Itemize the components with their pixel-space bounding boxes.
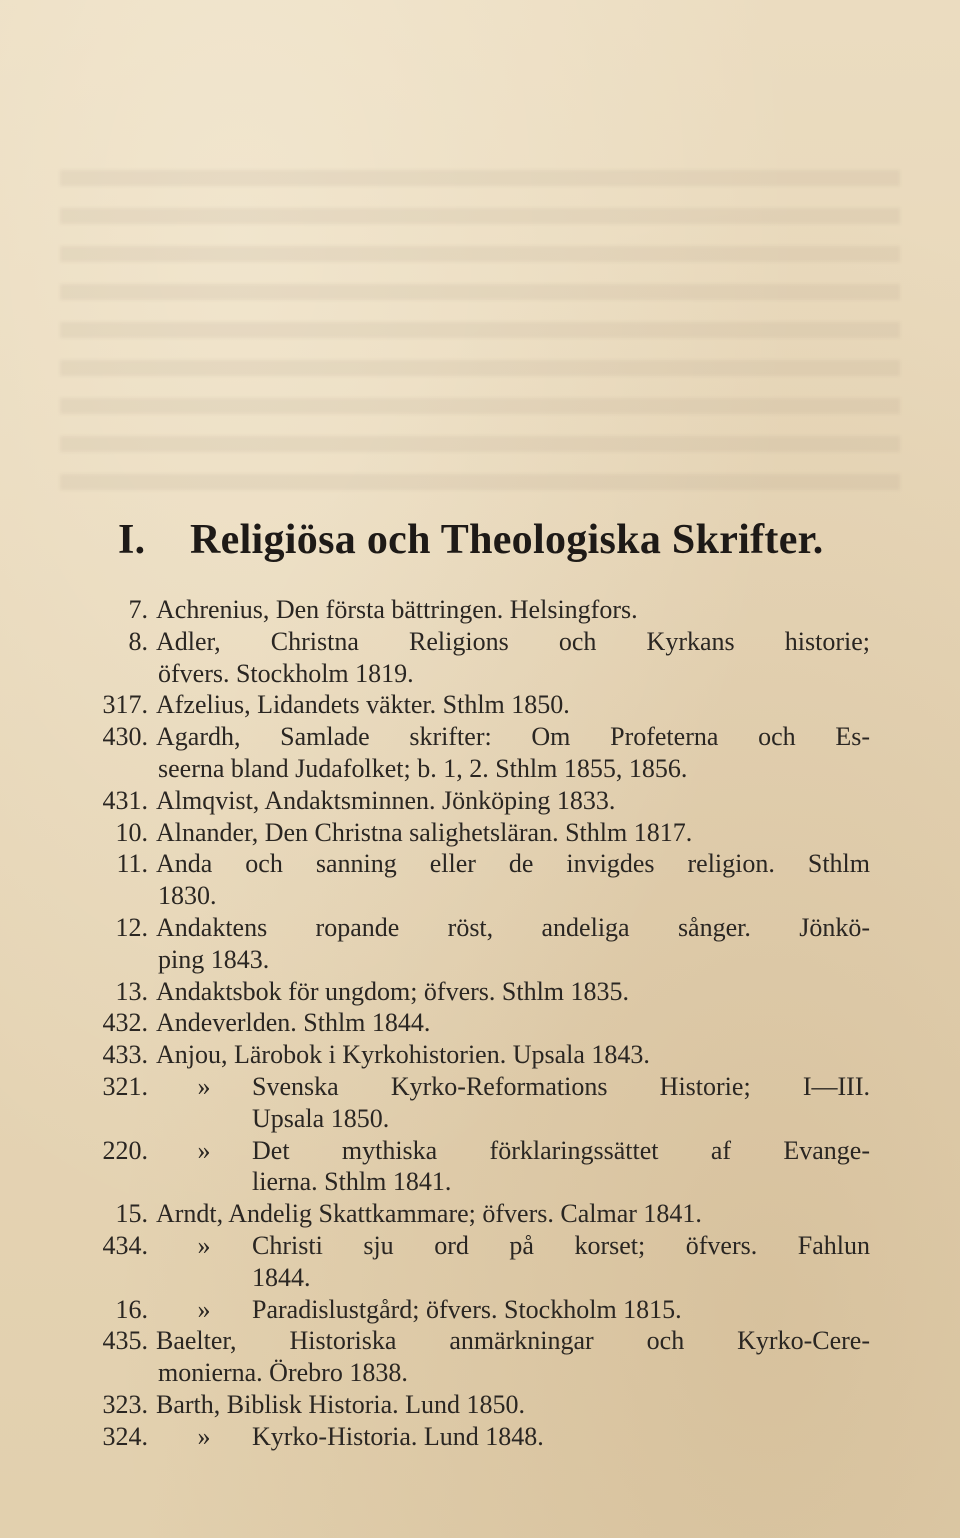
bibliography-entry — [70, 1071, 870, 1135]
entry-number: 430. — [102, 722, 148, 752]
entry-line: öfvers. Stockholm 1819. — [158, 658, 414, 688]
entry-number: 323. — [102, 1389, 148, 1419]
entry-number: 435. — [102, 1326, 148, 1356]
entry-number: 12. — [115, 912, 148, 942]
bibliography-entry — [70, 1135, 870, 1199]
bibliography-entry — [70, 976, 870, 1008]
entry-line: Adler, Christna Religions och Kyrkans historie; — [156, 626, 870, 656]
entry-text — [156, 1007, 870, 1039]
entry-line: 1844. — [252, 1262, 311, 1292]
entry-line — [156, 1135, 870, 1167]
entry-line: Arndt, Andelig Skattkammare; öfvers. Calmar 1841. — [156, 1199, 702, 1229]
entry-line: Achrenius, Den första bättringen. Helsingfors. — [156, 595, 638, 624]
ditto-mark: » — [197, 1071, 211, 1101]
section-title: Religiösa och Theologiska Skrifter. — [190, 517, 824, 563]
entry-text — [156, 1230, 870, 1294]
entry-number: 220. — [102, 1135, 148, 1165]
entry-line: Andaktsbok för ungdom; öfvers. Sthlm 1835. — [156, 976, 630, 1006]
entry-number: 16. — [115, 1294, 148, 1324]
bibliography-entry — [70, 1294, 870, 1326]
entry-line: monierna. Örebro 1838. — [158, 1358, 408, 1388]
bibliography-entry — [70, 785, 870, 817]
entry-line-text: Kyrko-Historia. Lund 1848. — [252, 1421, 544, 1451]
entry-line: Baelter, Historiska anmärkningar och Kyrko-Cere- — [156, 1326, 870, 1356]
entry-line — [156, 1421, 870, 1453]
bibliography-entry — [70, 1039, 870, 1071]
bibliography-entry — [70, 721, 870, 785]
bibliography-entry — [70, 1389, 870, 1421]
bibliography-entry — [70, 817, 870, 849]
entry-number: 15. — [115, 1199, 148, 1229]
bibliography-list — [70, 594, 870, 1453]
bibliography-entry — [70, 1230, 870, 1294]
entry-line: 1830. — [158, 881, 217, 911]
entry-line-text: Svenska Kyrko-Reformations Historie; I—III. — [252, 1071, 870, 1101]
entry-text — [156, 1389, 870, 1421]
entry-text — [156, 785, 870, 817]
bibliography-entry — [70, 1421, 870, 1453]
entry-line: Anda och sanning eller de invigdes religion. Sthlm — [156, 849, 870, 879]
ditto-mark: » — [197, 1230, 211, 1260]
entry-number: 324. — [102, 1421, 148, 1451]
entry-text — [156, 817, 870, 849]
entry-line: seerna bland Judafolket; b. 1, 2. Sthlm 1855, 1856. — [158, 753, 688, 783]
entry-text — [156, 1039, 870, 1071]
bibliography-entry — [70, 912, 870, 976]
section-heading — [118, 516, 878, 564]
ditto-mark: » — [197, 1421, 211, 1451]
entry-number: 7. — [128, 595, 148, 624]
bibliography-entry — [70, 689, 870, 721]
bibliography-entry — [70, 1007, 870, 1039]
entry-number: 433. — [102, 1040, 148, 1070]
entry-line — [156, 1294, 870, 1326]
entry-line: Anjou, Lärobok i Kyrkohistorien. Upsala 1843. — [156, 1040, 650, 1070]
entry-line-text: Det mythiska förklaringssättet af Evange- — [252, 1135, 870, 1165]
entry-number: 321. — [102, 1071, 148, 1101]
entry-text — [156, 626, 870, 690]
entry-line: Andeverlden. Sthlm 1844. — [156, 1008, 431, 1038]
bibliography-entry — [70, 1325, 870, 1389]
bibliography-entry — [70, 848, 870, 912]
entry-line: lierna. Sthlm 1841. — [252, 1167, 452, 1197]
entry-line — [156, 1230, 870, 1262]
entry-number: 8. — [128, 626, 148, 656]
entry-text — [156, 1071, 870, 1135]
entry-line-text: Christi sju ord på korset; öfvers. Fahlun — [252, 1230, 870, 1260]
ditto-mark: » — [197, 1135, 211, 1165]
bibliography-entry — [70, 1198, 870, 1230]
entry-text — [156, 912, 870, 976]
entry-line: Agardh, Samlade skrifter: Om Profeterna och Es- — [156, 722, 870, 752]
entry-text — [156, 1198, 870, 1230]
entry-line: Afzelius, Lidandets väkter. Sthlm 1850. — [156, 690, 570, 720]
entry-text — [156, 689, 870, 721]
entry-line: Alnander, Den Christna salighetsläran. Sthlm 1817. — [156, 817, 693, 847]
entry-number: 11. — [116, 849, 148, 879]
section-number: I. — [118, 517, 146, 563]
entry-number: 317. — [102, 690, 148, 720]
entry-text — [156, 1325, 870, 1389]
entry-number: 432. — [102, 1008, 148, 1038]
entry-text — [156, 1294, 870, 1326]
bibliography-entry — [70, 594, 870, 626]
entry-text — [156, 1421, 870, 1453]
entry-line-text: Paradislustgård; öfvers. Stockholm 1815. — [252, 1294, 682, 1324]
bleed-through-text — [60, 170, 900, 500]
entry-line: ping 1843. — [158, 944, 270, 974]
entry-text — [156, 848, 870, 912]
entry-line: Barth, Biblisk Historia. Lund 1850. — [156, 1389, 526, 1419]
entry-number: 431. — [102, 785, 148, 815]
entry-text — [156, 721, 870, 785]
entry-line: Upsala 1850. — [252, 1103, 390, 1133]
ditto-mark: » — [197, 1294, 211, 1324]
entry-number: 434. — [102, 1230, 148, 1260]
bibliography-entry — [70, 626, 870, 690]
entry-number: 13. — [115, 976, 148, 1006]
entry-line: Andaktens ropande röst, andeliga sånger. Jönkö- — [156, 912, 870, 942]
entry-line: Almqvist, Andaktsminnen. Jönköping 1833. — [156, 785, 616, 815]
entry-line — [156, 1071, 870, 1103]
entry-text — [156, 594, 870, 626]
entry-text — [156, 976, 870, 1008]
entry-number: 10. — [115, 817, 148, 847]
entry-text — [156, 1135, 870, 1199]
